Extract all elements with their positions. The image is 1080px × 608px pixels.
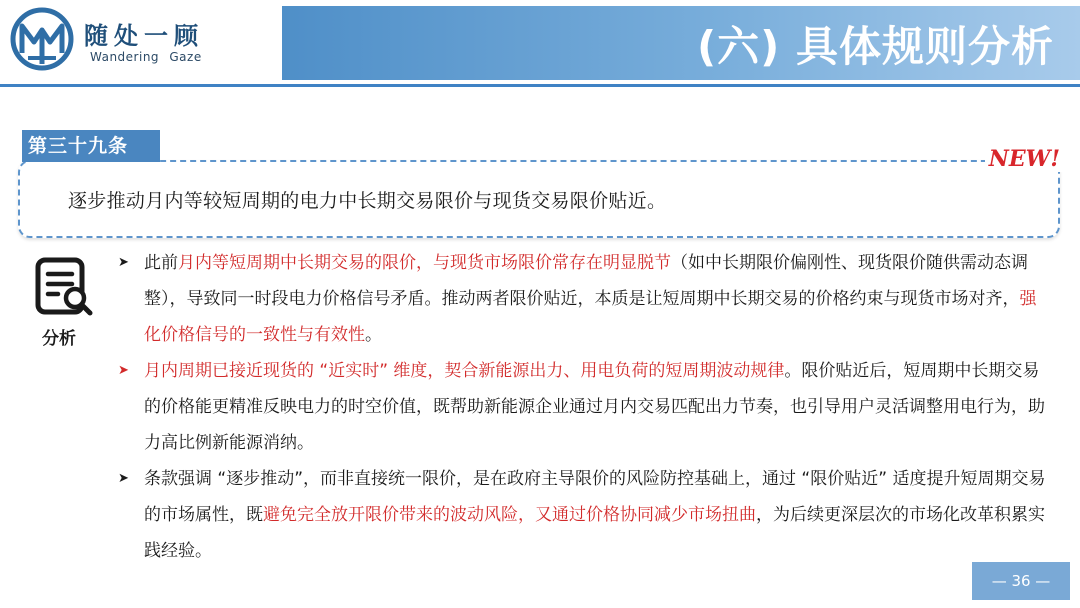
- bullet-highlight: 避免完全放开限价带来的波动风险，又通过价格协同减少市场扭曲: [263, 505, 756, 525]
- article-text: 逐步推动月内等较短周期的电力中长期交易限价与现货交易限价贴近。: [68, 190, 667, 212]
- header-divider: [0, 84, 1080, 87]
- bullet-1: [116, 245, 1048, 353]
- analysis-label: 分析: [42, 329, 76, 349]
- bullet-arrow-icon: ➤: [118, 255, 129, 270]
- bullet-text: 条款强调 “逐步推动”，而非直接统一限价，是在政府主导限价的风险防控基础上，通过 “限价贴近” 适度提升短周期交易的市场属性，既: [144, 469, 1046, 525]
- bullet-highlight: 月内等短周期中长期交易的限价，与现货市场限价常存在明显脱节: [178, 253, 671, 273]
- logo-mark-icon: [8, 6, 78, 72]
- logo-name-en: Wandering Gaze: [90, 50, 202, 64]
- page-number: — 36 —: [972, 562, 1070, 600]
- bullet-arrow-icon: ➤: [118, 363, 129, 378]
- bullet-text: 此前: [144, 253, 178, 273]
- bullet-text: ，为后续更深层次的市场化改革积累实践经验。: [144, 505, 1045, 561]
- bullet-text: 。限价贴近后，短周期中长期交易的价格能更精准反映电力的时空价值，既帮助新能源企业通过月内交易匹配出力节奏，也引导用户灵活调整用电行为，助力高比例新能源消纳。: [144, 361, 1045, 453]
- bullet-arrow-icon: ➤: [118, 471, 129, 486]
- bullet-3: [116, 461, 1048, 569]
- new-badge: NEW!: [985, 146, 1064, 172]
- title-bar: [282, 6, 1080, 80]
- bullet-text: （如中长期限价偏刚性、现货限价随供需动态调整），导致同一时段电力价格信号矛盾。推动两者限价贴近，本质是让短周期中长期交易的价格约束与现货市场对齐，: [144, 253, 1028, 309]
- bullet-2: [116, 353, 1048, 461]
- bullet-highlight: 强化价格信号的一致性与有效性: [144, 289, 1037, 345]
- logo-name-cn: 随处一顾: [84, 22, 204, 50]
- document-search-icon: [34, 256, 96, 318]
- logo: [8, 6, 238, 72]
- bullet-text: 。: [365, 325, 382, 345]
- analysis-bullets: [116, 245, 1048, 569]
- article-tag: 第三十九条: [22, 130, 160, 162]
- page-title: (六) 具体规则分析: [696, 22, 1054, 71]
- bullet-highlight: 月内周期已接近现货的 “近实时” 维度，契合新能源出力、用电负荷的短周期波动规律: [144, 361, 785, 381]
